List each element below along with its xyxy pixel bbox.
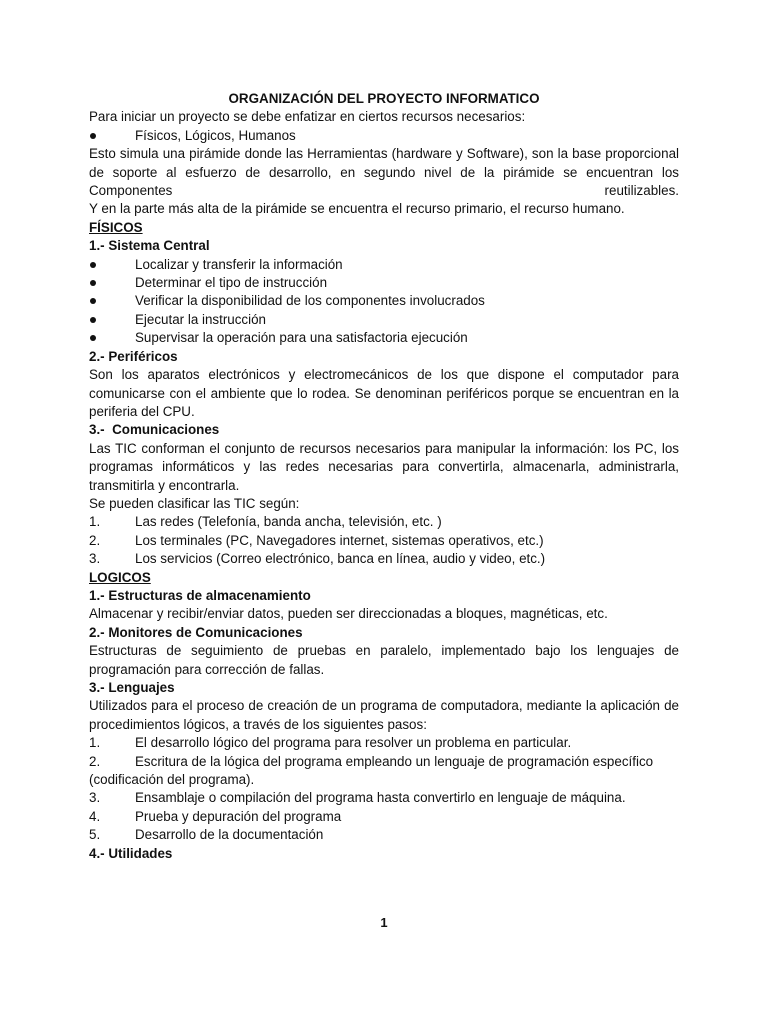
list-number: 4. [89, 808, 101, 824]
bullet-icon [89, 292, 135, 310]
lenguajes-list [89, 734, 679, 844]
estructuras-paragraph: Almacenar y recibir/enviar datos, pueden ser direccionadas a bloques, magnéticas, etc. [89, 606, 608, 622]
list-item-text: Localizar y transferir la información [135, 256, 343, 272]
subheading-lenguajes: 3.- Lenguajes [89, 680, 175, 695]
list-item-text: Las redes (Telefonía, banda ancha, televisión, etc. ) [135, 514, 442, 530]
page-number: 1 [380, 915, 388, 930]
list-number: 1. [89, 514, 101, 530]
intro-bullet-text: Físicos, Lógicos, Humanos [135, 127, 296, 143]
list-item-text: Verificar la disponibilidad de los componentes involucrados [135, 293, 485, 309]
list-item-text: Los terminales (PC, Navegadores internet, sistemas operativos, etc.) [135, 532, 544, 548]
subheading-utilidades: 4.- Utilidades [89, 845, 173, 861]
monitores-paragraph: Estructuras de seguimiento de pruebas en paralelo, implementado bajo los lenguajes de programación para corrección de fallas. [89, 643, 679, 677]
list-item-text: El desarrollo lógico del programa para resolver un problema en particular. [135, 735, 572, 751]
bullet-icon [89, 311, 135, 329]
list-item [89, 789, 679, 807]
subheading-monitores: 2.- Monitores de Comunicaciones [89, 624, 303, 640]
list-number: 5. [89, 827, 101, 843]
pyramid-paragraph-2: Y en la parte más alta de la pirámide se encuentra el recurso primario, el recurso humano. [89, 201, 625, 217]
subheading-label: Comunicaciones [112, 422, 220, 438]
list-item-text: Ejecutar la instrucción [135, 311, 266, 327]
list-item [89, 256, 679, 274]
document-page [89, 90, 679, 863]
list-item-text: Ensamblaje o compilación del programa hasta convertirlo en lenguaje de máquina. [135, 790, 626, 806]
section-heading-fisicos: FÍSICOS [89, 219, 143, 235]
list-item [89, 826, 679, 844]
intro-bullet-item [89, 127, 679, 145]
intro-paragraph: Para iniciar un proyecto se debe enfatizar en ciertos recursos necesarios: [89, 109, 526, 125]
list-item [89, 808, 679, 826]
list-item-text: Determinar el tipo de instrucción [135, 275, 328, 291]
subheading-perifericos: 2.- Periféricos [89, 348, 178, 364]
subheading-comunicaciones [89, 421, 679, 439]
subheading-number: 3.- [89, 422, 105, 438]
bullet-icon [89, 329, 135, 347]
list-item [89, 329, 679, 347]
list-number: 2. [89, 532, 101, 548]
tic-list [89, 513, 679, 568]
classify-paragraph: Se pueden clasificar las TIC según: [89, 495, 300, 511]
document-title: ORGANIZACIÓN DEL PROYECTO INFORMATICO [228, 91, 540, 106]
list-number: 3. [89, 551, 101, 567]
subheading-estructuras: 1.- Estructuras de almacenamiento [89, 587, 311, 603]
comunicaciones-paragraph: Las TIC conforman el conjunto de recursos necesarios para manipular la información: los PC, los programas informáticos y las redes necesarias para convertirla, almacenarla, administrarla, transmitirla y encontrarla. [89, 440, 679, 493]
list-item [89, 513, 679, 531]
list-item-text: Escritura de la lógica del programa empleando un lenguaje de programación específico (codificación del programa). [89, 753, 654, 788]
list-item [89, 550, 679, 568]
list-item [89, 753, 679, 790]
subheading-sistema-central: 1.- Sistema Central [89, 238, 210, 254]
list-item [89, 292, 679, 310]
pyramid-paragraph: Esto simula una pirámide donde las Herramientas (hardware y Software), son la base proporcional de soporte al esfuerzo de desarrollo, en segundo nivel de la pirámide se encuentran los Componentes reutilizables. [89, 146, 679, 199]
list-item-text: Los servicios (Correo electrónico, banca en línea, audio y video, etc.) [135, 551, 546, 567]
list-item-text: Desarrollo de la documentación [135, 827, 324, 843]
list-item [89, 532, 679, 550]
section-heading-logicos: LOGICOS [89, 569, 151, 585]
list-item [89, 311, 679, 329]
lenguajes-paragraph: Utilizados para el proceso de creación de un programa de computadora, mediante la aplicación de procedimientos lógicos, a través de los siguientes pasos: [89, 698, 679, 732]
list-item-text: Prueba y depuración del programa [135, 808, 342, 824]
list-number: 1. [89, 735, 101, 751]
bullet-icon [89, 127, 135, 145]
list-item-text: Supervisar la operación para una satisfactoria ejecución [135, 330, 468, 346]
list-number: 2. [89, 753, 101, 769]
perifericos-paragraph: Son los aparatos electrónicos y electromecánicos de los que dispone el computador para comunicarse con el ambiente que lo rodea. Se denominan periféricos porque se encuentran en la periferia del CPU. [89, 367, 679, 419]
sistema-central-list [89, 256, 679, 348]
list-item [89, 274, 679, 292]
list-item [89, 734, 679, 752]
bullet-icon [89, 256, 135, 274]
list-number: 3. [89, 790, 101, 806]
bullet-icon [89, 274, 135, 292]
